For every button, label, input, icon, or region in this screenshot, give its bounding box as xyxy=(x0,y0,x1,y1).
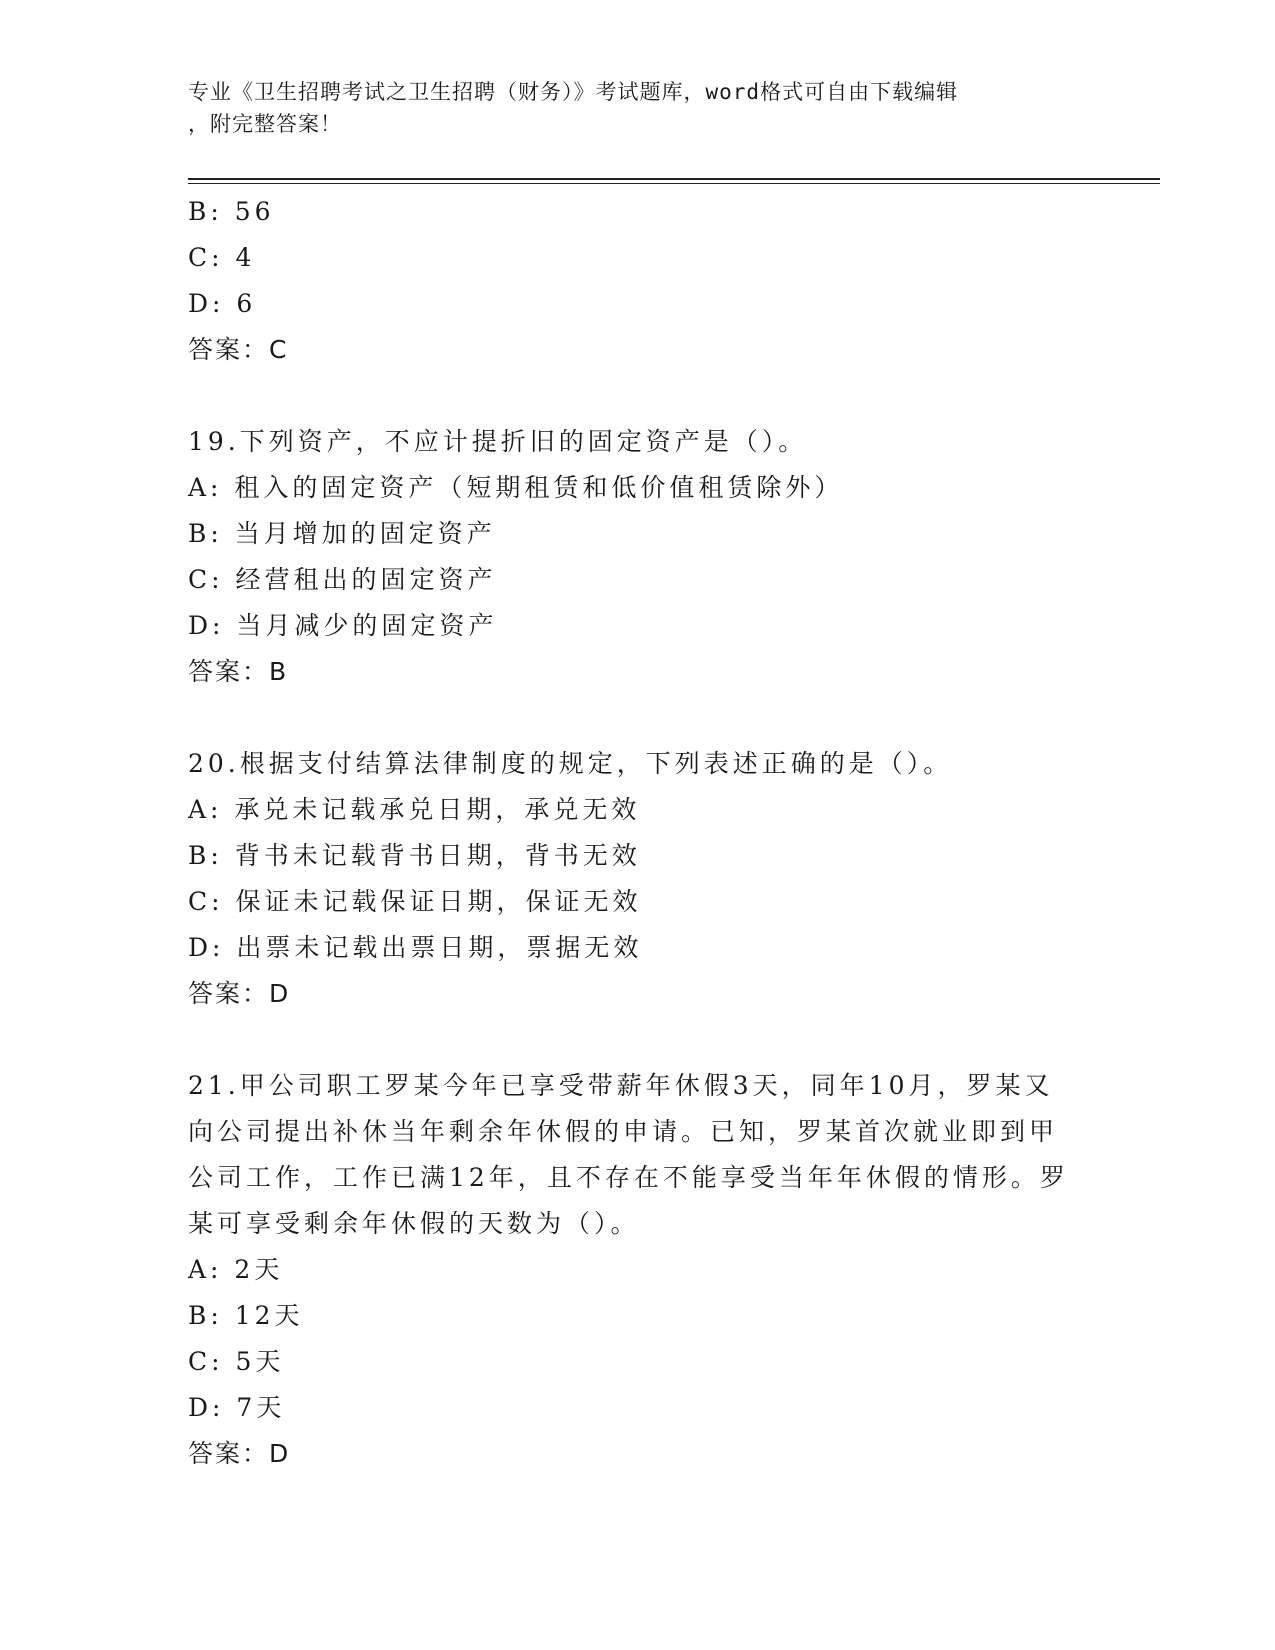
header-divider-thin xyxy=(188,183,1160,184)
option-a: A: 租入的固定资产（短期租赁和低价值租赁除外） xyxy=(188,473,844,502)
question-19 xyxy=(188,419,1088,695)
previous-question-tail xyxy=(188,189,1088,373)
option-d: D: 7天 xyxy=(188,1393,286,1422)
spacer xyxy=(188,1017,1088,1063)
question-content xyxy=(188,189,1088,1477)
answer-line: 答案：D xyxy=(188,1439,291,1468)
question-stem: 19.下列资产，不应计提折旧的固定资产是（）。 xyxy=(188,427,808,456)
option-c: C: 5天 xyxy=(188,1347,285,1376)
question-stem-line-1: 21.甲公司职工罗某今年已享受带薪年休假3天，同年10月，罗某又 xyxy=(188,1071,1054,1100)
option-d: D: 当月减少的固定资产 xyxy=(188,611,498,640)
option-c: C: 4 xyxy=(188,243,256,272)
header-line-1: 专业《卫生招聘考试之卫生招聘（财务）》考试题库，word格式可自由下载编辑 xyxy=(188,80,959,104)
spacer xyxy=(188,695,1088,741)
option-c: C: 保证未记载保证日期，保证无效 xyxy=(188,887,642,916)
question-20 xyxy=(188,741,1088,1017)
option-b: B: 12天 xyxy=(188,1301,304,1330)
question-21 xyxy=(188,1063,1088,1477)
option-b: B: 56 xyxy=(188,197,275,226)
option-b: B: 当月增加的固定资产 xyxy=(188,519,496,548)
header-line-2: ，附完整答案！ xyxy=(188,112,342,136)
header-divider-thick xyxy=(188,178,1160,180)
page-header xyxy=(188,76,1088,140)
option-a: A: 承兑未记载承兑日期，承兑无效 xyxy=(188,795,641,824)
answer-line: 答案：D xyxy=(188,979,291,1008)
option-c: C: 经营租出的固定资产 xyxy=(188,565,497,594)
question-stem: 20.根据支付结算法律制度的规定，下列表述正确的是（）。 xyxy=(188,749,953,778)
option-a: A: 2天 xyxy=(188,1255,284,1284)
option-d: D: 6 xyxy=(188,289,257,318)
option-b: B: 背书未记载背书日期，背书无效 xyxy=(188,841,641,870)
answer-line: 答案：B xyxy=(188,657,289,686)
answer-line: 答案：C xyxy=(188,335,289,364)
option-d: D: 出票未记载出票日期，票据无效 xyxy=(188,933,643,962)
question-stem-line-2: 向公司提出补休当年剩余年休假的申请。已知，罗某首次就业即到甲 xyxy=(188,1117,1059,1146)
question-stem-line-4: 某可享受剩余年休假的天数为（）。 xyxy=(188,1209,640,1238)
question-stem-line-3: 公司工作，工作已满12年，且不存在不能享受当年年休假的情形。罗 xyxy=(188,1163,1069,1192)
spacer xyxy=(188,373,1088,419)
